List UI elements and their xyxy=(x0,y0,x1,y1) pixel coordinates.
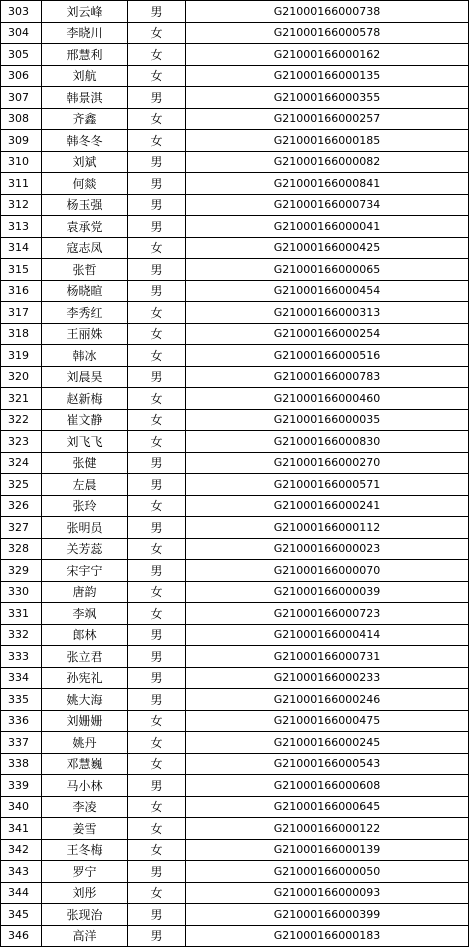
table-row xyxy=(1,689,469,711)
gender-cell: 女 xyxy=(128,388,186,410)
gender-cell: 女 xyxy=(128,65,186,87)
id-cell: G21000166000070 xyxy=(186,560,469,582)
row-number-cell: 329 xyxy=(1,560,42,582)
id-cell: G21000166000112 xyxy=(186,517,469,539)
row-number-cell: 313 xyxy=(1,216,42,238)
table-row xyxy=(1,861,469,883)
row-number-cell: 325 xyxy=(1,474,42,496)
gender-cell: 女 xyxy=(128,818,186,840)
name-cell: 郎林 xyxy=(42,624,128,646)
id-cell: G21000166000571 xyxy=(186,474,469,496)
id-cell: G21000166000093 xyxy=(186,882,469,904)
id-cell: G21000166000841 xyxy=(186,173,469,195)
row-number-cell: 303 xyxy=(1,1,42,23)
gender-cell: 男 xyxy=(128,173,186,195)
name-cell: 刘斌 xyxy=(42,151,128,173)
name-cell: 孙宪礼 xyxy=(42,667,128,689)
id-cell: G21000166000135 xyxy=(186,65,469,87)
table-row xyxy=(1,646,469,668)
gender-cell: 女 xyxy=(128,130,186,152)
id-cell: G21000166000475 xyxy=(186,710,469,732)
name-cell: 张健 xyxy=(42,452,128,474)
roster-body xyxy=(1,1,469,947)
row-number-cell: 337 xyxy=(1,732,42,754)
name-cell: 袁承党 xyxy=(42,216,128,238)
gender-cell: 女 xyxy=(128,431,186,453)
id-cell: G21000166000399 xyxy=(186,904,469,926)
row-number-cell: 340 xyxy=(1,796,42,818)
name-cell: 张哲 xyxy=(42,259,128,281)
name-cell: 李凌 xyxy=(42,796,128,818)
gender-cell: 女 xyxy=(128,22,186,44)
table-row xyxy=(1,366,469,388)
table-row xyxy=(1,560,469,582)
row-number-cell: 334 xyxy=(1,667,42,689)
table-row xyxy=(1,431,469,453)
name-cell: 张立君 xyxy=(42,646,128,668)
id-cell: G21000166000241 xyxy=(186,495,469,517)
gender-cell: 男 xyxy=(128,216,186,238)
gender-cell: 女 xyxy=(128,882,186,904)
id-cell: G21000166000645 xyxy=(186,796,469,818)
id-cell: G21000166000050 xyxy=(186,861,469,883)
gender-cell: 女 xyxy=(128,323,186,345)
gender-cell: 女 xyxy=(128,753,186,775)
name-cell: 王冬梅 xyxy=(42,839,128,861)
name-cell: 韩景淇 xyxy=(42,87,128,109)
name-cell: 马小林 xyxy=(42,775,128,797)
id-cell: G21000166000313 xyxy=(186,302,469,324)
row-number-cell: 331 xyxy=(1,603,42,625)
id-cell: G21000166000233 xyxy=(186,667,469,689)
row-number-cell: 341 xyxy=(1,818,42,840)
name-cell: 韩冬冬 xyxy=(42,130,128,152)
row-number-cell: 322 xyxy=(1,409,42,431)
id-cell: G21000166000035 xyxy=(186,409,469,431)
row-number-cell: 320 xyxy=(1,366,42,388)
row-number-cell: 321 xyxy=(1,388,42,410)
table-row xyxy=(1,409,469,431)
gender-cell: 男 xyxy=(128,366,186,388)
table-row xyxy=(1,388,469,410)
name-cell: 王丽姝 xyxy=(42,323,128,345)
gender-cell: 女 xyxy=(128,732,186,754)
row-number-cell: 307 xyxy=(1,87,42,109)
row-number-cell: 316 xyxy=(1,280,42,302)
id-cell: G21000166000041 xyxy=(186,216,469,238)
name-cell: 刘晨昊 xyxy=(42,366,128,388)
id-cell: G21000166000543 xyxy=(186,753,469,775)
row-number-cell: 342 xyxy=(1,839,42,861)
row-number-cell: 339 xyxy=(1,775,42,797)
row-number-cell: 323 xyxy=(1,431,42,453)
name-cell: 李飒 xyxy=(42,603,128,625)
gender-cell: 女 xyxy=(128,237,186,259)
table-row xyxy=(1,818,469,840)
gender-cell: 男 xyxy=(128,904,186,926)
id-cell: G21000166000139 xyxy=(186,839,469,861)
id-cell: G21000166000578 xyxy=(186,22,469,44)
name-cell: 齐鑫 xyxy=(42,108,128,130)
table-row xyxy=(1,108,469,130)
row-number-cell: 326 xyxy=(1,495,42,517)
id-cell: G21000166000245 xyxy=(186,732,469,754)
gender-cell: 男 xyxy=(128,280,186,302)
id-cell: G21000166000065 xyxy=(186,259,469,281)
row-number-cell: 324 xyxy=(1,452,42,474)
name-cell: 崔文静 xyxy=(42,409,128,431)
id-cell: G21000166000122 xyxy=(186,818,469,840)
gender-cell: 男 xyxy=(128,925,186,947)
table-row xyxy=(1,302,469,324)
name-cell: 宋宇宁 xyxy=(42,560,128,582)
id-cell: G21000166000082 xyxy=(186,151,469,173)
gender-cell: 女 xyxy=(128,44,186,66)
row-number-cell: 308 xyxy=(1,108,42,130)
table-row xyxy=(1,775,469,797)
name-cell: 寇志凤 xyxy=(42,237,128,259)
gender-cell: 男 xyxy=(128,861,186,883)
id-cell: G21000166000454 xyxy=(186,280,469,302)
name-cell: 张明员 xyxy=(42,517,128,539)
row-number-cell: 333 xyxy=(1,646,42,668)
id-cell: G21000166000460 xyxy=(186,388,469,410)
table-row xyxy=(1,904,469,926)
gender-cell: 男 xyxy=(128,689,186,711)
row-number-cell: 305 xyxy=(1,44,42,66)
table-row xyxy=(1,151,469,173)
table-row xyxy=(1,452,469,474)
name-cell: 杨玉强 xyxy=(42,194,128,216)
table-row xyxy=(1,538,469,560)
gender-cell: 男 xyxy=(128,517,186,539)
table-row xyxy=(1,517,469,539)
gender-cell: 女 xyxy=(128,409,186,431)
table-row xyxy=(1,495,469,517)
id-cell: G21000166000246 xyxy=(186,689,469,711)
table-row xyxy=(1,237,469,259)
id-cell: G21000166000734 xyxy=(186,194,469,216)
table-row xyxy=(1,216,469,238)
name-cell: 姚大海 xyxy=(42,689,128,711)
row-number-cell: 327 xyxy=(1,517,42,539)
row-number-cell: 345 xyxy=(1,904,42,926)
name-cell: 何燚 xyxy=(42,173,128,195)
id-cell: G21000166000183 xyxy=(186,925,469,947)
name-cell: 刘云峰 xyxy=(42,1,128,23)
row-number-cell: 315 xyxy=(1,259,42,281)
row-number-cell: 311 xyxy=(1,173,42,195)
table-row xyxy=(1,603,469,625)
name-cell: 张现治 xyxy=(42,904,128,926)
id-cell: G21000166000257 xyxy=(186,108,469,130)
table-row xyxy=(1,22,469,44)
id-cell: G21000166000162 xyxy=(186,44,469,66)
table-row xyxy=(1,44,469,66)
table-row xyxy=(1,130,469,152)
name-cell: 张玲 xyxy=(42,495,128,517)
row-number-cell: 330 xyxy=(1,581,42,603)
table-row xyxy=(1,194,469,216)
gender-cell: 男 xyxy=(128,646,186,668)
name-cell: 高洋 xyxy=(42,925,128,947)
name-cell: 邓慧巍 xyxy=(42,753,128,775)
row-number-cell: 314 xyxy=(1,237,42,259)
gender-cell: 男 xyxy=(128,474,186,496)
name-cell: 罗宁 xyxy=(42,861,128,883)
row-number-cell: 310 xyxy=(1,151,42,173)
name-cell: 关芳蕊 xyxy=(42,538,128,560)
gender-cell: 男 xyxy=(128,560,186,582)
name-cell: 李秀红 xyxy=(42,302,128,324)
id-cell: G21000166000414 xyxy=(186,624,469,646)
gender-cell: 女 xyxy=(128,495,186,517)
row-number-cell: 344 xyxy=(1,882,42,904)
row-number-cell: 335 xyxy=(1,689,42,711)
row-number-cell: 332 xyxy=(1,624,42,646)
table-row xyxy=(1,474,469,496)
gender-cell: 女 xyxy=(128,710,186,732)
row-number-cell: 338 xyxy=(1,753,42,775)
gender-cell: 男 xyxy=(128,259,186,281)
gender-cell: 女 xyxy=(128,581,186,603)
table-row xyxy=(1,839,469,861)
table-row xyxy=(1,280,469,302)
table-row xyxy=(1,323,469,345)
name-cell: 邢慧利 xyxy=(42,44,128,66)
name-cell: 姜雪 xyxy=(42,818,128,840)
name-cell: 刘彤 xyxy=(42,882,128,904)
row-number-cell: 328 xyxy=(1,538,42,560)
id-cell: G21000166000731 xyxy=(186,646,469,668)
table-row xyxy=(1,796,469,818)
gender-cell: 男 xyxy=(128,87,186,109)
table-row xyxy=(1,624,469,646)
id-cell: G21000166000185 xyxy=(186,130,469,152)
gender-cell: 女 xyxy=(128,108,186,130)
id-cell: G21000166000425 xyxy=(186,237,469,259)
table-row xyxy=(1,65,469,87)
name-cell: 刘姗姗 xyxy=(42,710,128,732)
name-cell: 姚丹 xyxy=(42,732,128,754)
gender-cell: 女 xyxy=(128,796,186,818)
id-cell: G21000166000355 xyxy=(186,87,469,109)
row-number-cell: 306 xyxy=(1,65,42,87)
id-cell: G21000166000270 xyxy=(186,452,469,474)
gender-cell: 女 xyxy=(128,538,186,560)
id-cell: G21000166000039 xyxy=(186,581,469,603)
table-row xyxy=(1,581,469,603)
row-number-cell: 309 xyxy=(1,130,42,152)
row-number-cell: 312 xyxy=(1,194,42,216)
id-cell: G21000166000738 xyxy=(186,1,469,23)
id-cell: G21000166000723 xyxy=(186,603,469,625)
name-cell: 赵新梅 xyxy=(42,388,128,410)
table-row xyxy=(1,710,469,732)
gender-cell: 男 xyxy=(128,775,186,797)
id-cell: G21000166000608 xyxy=(186,775,469,797)
row-number-cell: 346 xyxy=(1,925,42,947)
id-cell: G21000166000783 xyxy=(186,366,469,388)
name-cell: 左晨 xyxy=(42,474,128,496)
table-row xyxy=(1,882,469,904)
row-number-cell: 343 xyxy=(1,861,42,883)
gender-cell: 男 xyxy=(128,624,186,646)
id-cell: G21000166000830 xyxy=(186,431,469,453)
gender-cell: 女 xyxy=(128,345,186,367)
table-row xyxy=(1,87,469,109)
row-number-cell: 317 xyxy=(1,302,42,324)
gender-cell: 男 xyxy=(128,452,186,474)
table-row xyxy=(1,732,469,754)
name-cell: 刘飞飞 xyxy=(42,431,128,453)
table-row xyxy=(1,173,469,195)
gender-cell: 男 xyxy=(128,194,186,216)
name-cell: 刘航 xyxy=(42,65,128,87)
name-cell: 韩冰 xyxy=(42,345,128,367)
table-row xyxy=(1,345,469,367)
table-row xyxy=(1,1,469,23)
table-row xyxy=(1,753,469,775)
name-cell: 唐韵 xyxy=(42,581,128,603)
row-number-cell: 319 xyxy=(1,345,42,367)
id-cell: G21000166000023 xyxy=(186,538,469,560)
name-cell: 杨晓暄 xyxy=(42,280,128,302)
gender-cell: 女 xyxy=(128,839,186,861)
id-cell: G21000166000516 xyxy=(186,345,469,367)
table-row xyxy=(1,667,469,689)
gender-cell: 男 xyxy=(128,151,186,173)
row-number-cell: 318 xyxy=(1,323,42,345)
id-cell: G21000166000254 xyxy=(186,323,469,345)
gender-cell: 男 xyxy=(128,667,186,689)
gender-cell: 女 xyxy=(128,302,186,324)
row-number-cell: 304 xyxy=(1,22,42,44)
table-row xyxy=(1,925,469,947)
name-cell: 李晓川 xyxy=(42,22,128,44)
row-number-cell: 336 xyxy=(1,710,42,732)
table-row xyxy=(1,259,469,281)
gender-cell: 女 xyxy=(128,603,186,625)
gender-cell: 男 xyxy=(128,1,186,23)
